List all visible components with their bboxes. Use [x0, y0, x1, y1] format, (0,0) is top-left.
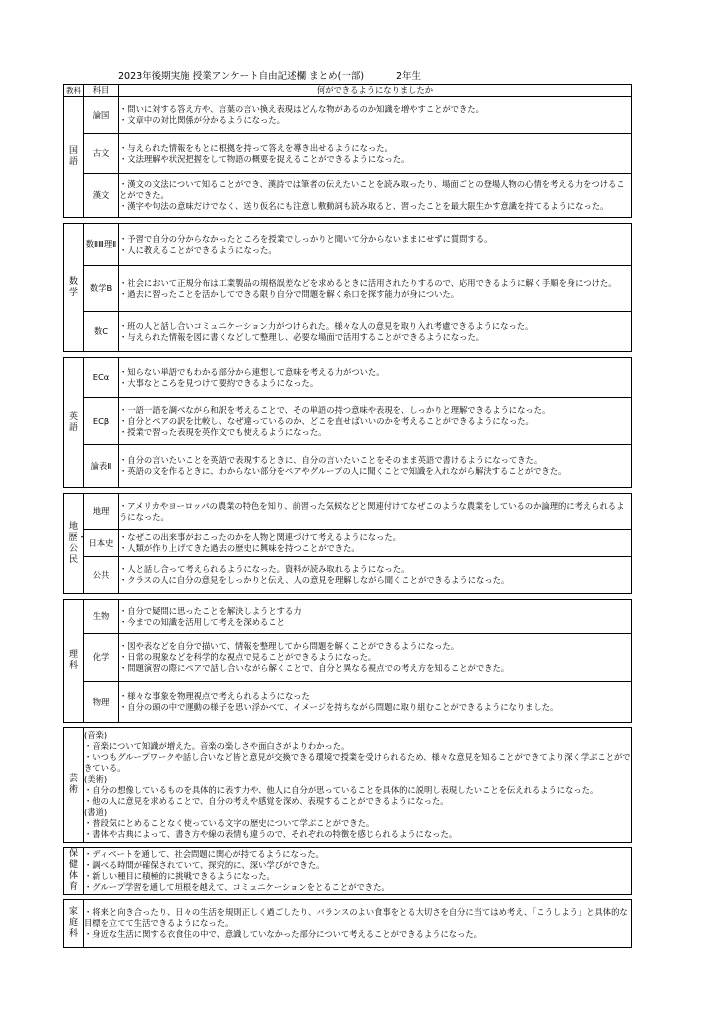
content-line: ・様々な事象を物理視点で考えられるようになった	[119, 691, 310, 701]
content-line: ・クラスの人に自分の意見をしっかりと伝え、人の意見を理解しながら聞くことができるようになった。	[119, 575, 510, 585]
header-subject: 科目	[84, 85, 119, 97]
content-line: ・将来と向き合ったり、日々の生活を規則正しく過ごしたり、バランスのよい食事をとる大切さを自分に当てはめ考え、「こうしよう」と具体的な目標を立てて生活できるようになった。	[84, 907, 628, 928]
content-line: ・自分の頭の中で運動の様子を思い浮かべて、イメージを持ちながら問題に取り組むことができるようになりました。	[119, 702, 559, 712]
content-line: ・他の人に意見を求めることで、自分の考えや感覚を深め、表現することができるようになった。	[84, 796, 449, 806]
subject-label: 古文	[84, 134, 119, 174]
content-cell	[119, 266, 632, 312]
content-line: ・与えられた情報をもとに根拠を持って答えを導き出せるようになった。	[119, 142, 393, 153]
content-line: ・過去に習ったことを活かしてできる限り自分で問題を解く糸口を探す能力が身についた。	[119, 288, 460, 299]
content-line: (美術)	[84, 774, 108, 784]
area-cell	[64, 224, 84, 352]
sheet-title	[0, 68, 724, 82]
subject-row	[64, 398, 632, 445]
content-cell	[119, 600, 632, 634]
subject-row	[64, 358, 632, 398]
subject-row	[64, 312, 632, 352]
subject-row	[64, 557, 632, 594]
area-label: 理科	[68, 650, 78, 671]
area-cell	[64, 97, 84, 218]
area-label: 保健体育	[68, 849, 78, 892]
content-line: ・大事なところを見つけて要約できるようになった。	[119, 377, 319, 388]
survey-table	[63, 84, 632, 948]
area-cell	[64, 358, 84, 488]
content-line: ・ディベートを通して、社会問題に関心が持てるようになった。	[84, 849, 324, 859]
content-line: ・グループ学習を通して垣根を越えて、コミュニケーションをとることができた。	[84, 882, 390, 892]
content-line: ・人類が作り上げてきた過去の歴史に興味を持つことができた。	[119, 543, 360, 553]
subject-label: 漢文	[84, 174, 119, 218]
content-line: ・自分とペアの訳を比較し、なぜ違っているのか、どこを直せばいいのかを考えることができるようになった。	[119, 415, 534, 426]
area-label: 英語	[68, 411, 78, 433]
subject-row	[64, 224, 632, 266]
subject-label: 数学B	[84, 266, 119, 312]
content-line: ・調べる時間が確保されていて、探究的に、深い学びができた。	[84, 860, 325, 870]
wide-section-row	[64, 848, 632, 895]
content-line: ・社会において正規分布は工業製品の規格誤差などを求めるときに活用されたりするので、応用できるように解く手順を身につけた。	[119, 277, 617, 288]
area-label: 芸術	[68, 774, 78, 795]
content-line: ・問題演習の際にペアで話し合いながら解くことで、自分と異なる視点での考え方を知ることができた。	[119, 663, 510, 673]
content-line: ・知らない単語でもわかる部分から連想して意味を考える力がついた。	[119, 366, 385, 377]
content-line: ・書体や古典によって、書き方や線の表情も違うので、それぞれの特徴を感じられるようになった。	[84, 829, 458, 839]
subject-label: 地理	[84, 494, 119, 530]
content-line: ・新しい種目に積極的に挑戦できるようになった。	[84, 871, 275, 881]
subject-row	[64, 266, 632, 312]
subject-label: 物理	[84, 682, 119, 723]
area-label: 国語	[68, 146, 78, 167]
title-text: 2023年後期実施 授業アンケート自由記述欄 まとめ(一部)	[118, 71, 365, 82]
content-line: ・与えられた情報を図に書くなどして整理し、必要な場面で活用することができるようになった。	[119, 331, 485, 342]
content-cell	[119, 557, 632, 594]
content-line: ・漢文の文法について知ることができ、漢詩では筆者の伝えたいことを読み取ったり、場面ごとの登場人物の心情を考える力をつけることができた。	[119, 179, 625, 200]
content-cell	[119, 634, 632, 682]
subject-row	[64, 134, 632, 174]
content-cell	[119, 358, 632, 398]
content-line: ・授業で習った表現を英作文でも使えるようになった。	[119, 426, 327, 437]
area-cell	[64, 728, 84, 843]
area-cell	[64, 494, 87, 594]
subject-label: 論表Ⅱ	[84, 445, 119, 488]
content-line: ・文法理解や状況把握をして物語の概要を捉えることができるようになった。	[119, 153, 410, 164]
content-line: ・なぜこの出来事がおこったのかを人物と関連づけて考えるようになった。	[119, 532, 401, 542]
content-line: ・英語の文を作るときに、わからない部分をペアやグループの人に聞くことで知識を入れながら解決することができた。	[119, 466, 567, 476]
content-cell	[119, 174, 632, 218]
area-cell	[64, 600, 84, 723]
content-line: ・問いに対する答え方や、言葉の言い換え表現はどんな物があるのか知識を増やすことができた。	[119, 104, 484, 114]
content-cell	[119, 494, 632, 530]
content-cell	[119, 312, 632, 352]
content-line: ・自分で疑問に思ったことを解決しようとする力	[119, 605, 302, 616]
subject-label: 論国	[84, 97, 119, 134]
content-line: ・普段気にとめることなく使っている文字の歴史について学ぶことができた。	[84, 818, 375, 828]
content-cell	[119, 682, 632, 723]
subject-row	[64, 682, 632, 723]
content-line: ・人と話し合って考えられるようになった。資料が読み取れるようになった。	[119, 564, 410, 574]
grade-label: 2年生	[396, 71, 422, 82]
subject-row	[64, 600, 632, 634]
area-cell	[64, 900, 84, 948]
content-line: ・アメリカやヨーロッパの農業の特色を知り、前習った気候などと関連付けてなぜこのような農業をしているのか論理的に考えられるようになった。	[119, 500, 625, 522]
content-line: ・図や表などを自分で描いて、情報を整理してから問題を解くことができるようになった。	[119, 641, 460, 651]
subject-label: 化学	[84, 634, 119, 682]
content-line: ・班の人と話し合いコミュニケーション力がつけられた。様々な人の意見を取り入れ考慮できるようになった。	[119, 320, 534, 331]
content-line: (書道)	[84, 807, 108, 817]
content-line: ・自分の言いたいことを英語で表現するときに、自分の言いたいことをそのまま英語で書けるようになってきた。	[119, 455, 543, 465]
area-cell	[64, 848, 84, 895]
content-cell	[119, 398, 632, 445]
subject-row	[64, 445, 632, 488]
subject-label: ECβ	[84, 398, 119, 445]
content-line: (音楽)	[84, 730, 108, 740]
subject-row	[64, 174, 632, 218]
content-line: ・漢字や句法の意味だけでなく、送り仮名にも注意し敷動詞も読み取ると、習ったことを最大限生かす意識を持てるようになった。	[119, 201, 609, 211]
content-line: ・一語一語を調べながら和訳を考えることで、その単語の持つ意味や表現を、しっかりと理解できるようになった。	[119, 404, 551, 415]
wide-section-row	[64, 728, 632, 843]
content-cell	[119, 530, 632, 557]
header-row	[64, 85, 632, 97]
subject-row	[64, 494, 632, 530]
subject-row	[64, 97, 632, 134]
area-label: 地歴・公民	[68, 521, 87, 565]
content-cell	[84, 900, 632, 948]
content-line: ・予習で自分の分からなかったところを授業でしっかりと聞いて分からないままにせずに質問する。	[119, 233, 493, 244]
subject-label: 数C	[84, 312, 119, 352]
content-line: ・今までの知識を活用して考えを深めること	[119, 616, 285, 627]
subject-label: 日本史	[84, 530, 119, 557]
subject-label: 公共	[84, 557, 119, 594]
subject-label: ECα	[84, 358, 119, 398]
subject-row	[64, 530, 632, 557]
content-line: ・日常の現象などを科学的な視点で見ることができるようになった。	[119, 652, 377, 662]
subject-row	[64, 634, 632, 682]
header-content: 何ができるようになりましたか	[119, 85, 632, 97]
content-cell	[84, 728, 632, 843]
content-line: ・音楽について知識が増えた。音楽の楽しさや面白さがよりわかった。	[84, 741, 350, 751]
content-line: ・いつもグループワークや話し合いなど皆と意見が交換できる環境で授業を受けられるため、様々な意見を知ることができてより深く学ぶことができている。	[84, 752, 631, 773]
content-cell	[84, 848, 632, 895]
subject-label: 生物	[84, 600, 119, 634]
content-line: ・自分の想像しているものを具体的に表す力や、他人に自分が思っていることを具体的に説明し表現したいことを伝えれるようになった。	[84, 785, 599, 795]
subject-label: 数ⅡⅢ理Ⅱ	[84, 224, 119, 266]
content-cell	[119, 445, 632, 488]
area-label: 数学	[68, 276, 78, 298]
content-line: ・文章中の対比関係が分かるようになった。	[119, 115, 285, 125]
content-cell	[119, 224, 632, 266]
header-area: 教科	[64, 85, 84, 97]
content-cell	[119, 97, 632, 134]
content-line: ・身近な生活に関する衣食住の中で、意識していなかった部分について考えることができるようになった。	[84, 929, 482, 939]
area-label: 家庭科	[68, 907, 78, 939]
content-cell	[119, 134, 632, 174]
wide-section-row	[64, 900, 632, 948]
content-line: ・人に教えることができるようになった。	[119, 244, 277, 255]
